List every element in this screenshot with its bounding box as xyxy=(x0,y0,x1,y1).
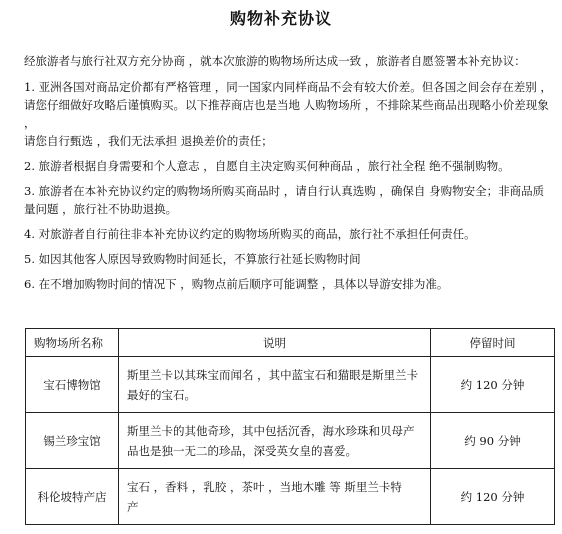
document-title: 购物补充协议 xyxy=(229,9,332,28)
clause-6-line-1: 6. 在不增加购物时间的情况下 ，购物点前后顺序可能调整 ，具体以导游安排为准。 xyxy=(24,277,449,291)
venue-name: 锡兰珍宝馆 xyxy=(26,413,119,469)
clause-list xyxy=(24,78,552,300)
clause-3-line-2: 量问题 ，旅行社不协助退换。 xyxy=(24,202,178,216)
clause-1-line-1: 1. 亚洲各国对商品定价都有严格管理 ，同一国家内同样商品不会有较大价差。但各国之间会存在差别 ， xyxy=(24,80,552,94)
clause-5-line-1: 5. 如因其他客人原因导致购物时间延长，不算旅行社延长购物时间 xyxy=(24,252,361,266)
clause-6 xyxy=(24,275,552,293)
venue-description-line-1: 斯里兰卡以其珠宝而闻名 ，其中蓝宝石和猫眼是斯里兰卡 xyxy=(127,367,419,382)
header-stay-time: 停留时间 xyxy=(431,329,555,357)
clause-3 xyxy=(24,182,552,218)
venue-name: 科伦坡特产店 xyxy=(26,469,119,525)
header-venue-name: 购物场所名称 xyxy=(26,329,119,357)
clause-4-line-1: 4. 对旅游者自行前往非本补充协议约定的购物场所购买的商品，旅行社不承担任何责任。 xyxy=(24,227,476,241)
venue-stay-time: 约 120 分钟 xyxy=(431,357,555,413)
venue-description-line-2: 品也是独一无二的珍品，深受英女皇的喜爱。 xyxy=(127,443,357,458)
clause-1 xyxy=(24,78,552,150)
venue-description-line-1: 宝石 ，香料 ，乳胶 ，茶叶 ，当地木雕 等 斯里兰卡特 xyxy=(127,479,402,494)
intro-paragraph: 经旅游者与旅行社双方充分协商 ，就本次旅游的购物场所达成一致 ，旅游者自愿签署本补充协议： xyxy=(24,54,526,68)
clause-1-line-3: 请您自行甄选 ，我们无法承担 退换差价的责任； xyxy=(24,134,273,148)
clause-4 xyxy=(24,225,552,243)
clause-1-line-2: 请您仔细做好攻略后谨慎购买。以下推荐商店也是当地 人购物场所 ，不排除某些商品出现略小价差现象 ， xyxy=(24,98,549,130)
venue-description-line-2: 产 xyxy=(127,499,139,514)
table-header-row xyxy=(26,329,555,357)
clause-3-line-1: 3. 旅游者在本补充协议约定的购物场所购买商品时 ，请自行认真选购 ，确保自 身购物安全；非商品质 xyxy=(24,184,545,198)
venue-description xyxy=(119,469,431,525)
table-row xyxy=(26,413,555,469)
venue-stay-time: 约 90 分钟 xyxy=(431,413,555,469)
clause-5 xyxy=(24,250,552,268)
table-row xyxy=(26,357,555,413)
clause-2 xyxy=(24,157,552,175)
header-description: 说明 xyxy=(119,329,431,357)
clause-2-line-1: 2. 旅游者根据自身需要和个人意志 ，自愿自主决定购买何种商品 ，旅行社全程 绝不强制购物。 xyxy=(24,159,510,173)
shopping-venue-table xyxy=(25,328,555,525)
venue-description-line-1: 斯里兰卡的其他奇珍，其中包括沉香，海水珍珠和贝母产 xyxy=(127,423,415,438)
venue-description xyxy=(119,357,431,413)
venue-description xyxy=(119,413,431,469)
venue-stay-time: 约 120 分钟 xyxy=(431,469,555,525)
table-row xyxy=(26,469,555,525)
venue-name: 宝石博物馆 xyxy=(26,357,119,413)
venue-description-line-2: 最好的宝石。 xyxy=(127,387,196,402)
